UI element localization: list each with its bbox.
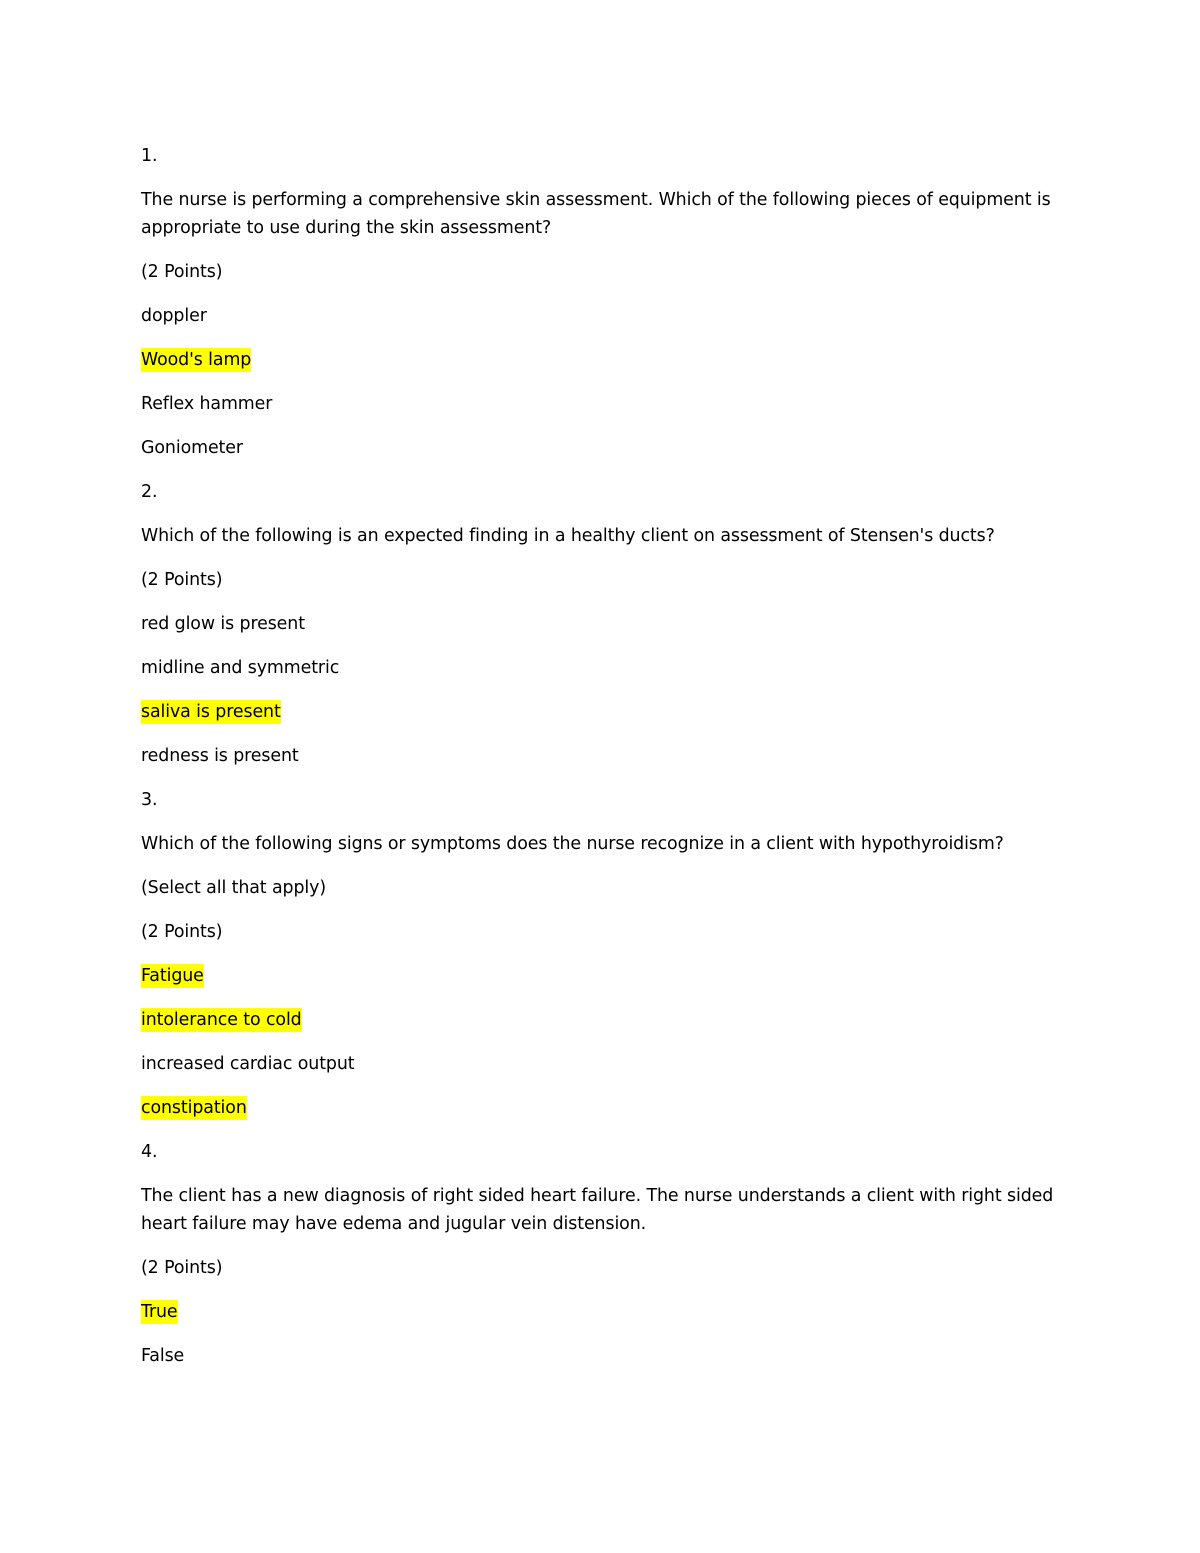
question-number: 2.: [141, 482, 158, 502]
answer-option: [141, 302, 1071, 330]
answer-option-highlighted: [141, 346, 1071, 374]
question-number: 3.: [141, 790, 158, 810]
question-points: (2 Points): [141, 922, 223, 942]
question-stem: Which of the following is an expected finding in a healthy client on assessment of Stensen's ducts?: [141, 526, 995, 546]
question-3: [141, 786, 1071, 1122]
answer-option-text: red glow is present: [141, 614, 305, 634]
answer-option-highlighted: [141, 1094, 1071, 1122]
answer-option-text: doppler: [141, 306, 207, 326]
question-4: [141, 1138, 1071, 1370]
question-number: 1.: [141, 146, 158, 166]
answer-option-highlighted: [141, 1006, 1071, 1034]
answer-option-text: midline and symmetric: [141, 658, 340, 678]
answer-option-text: False: [141, 1346, 185, 1366]
question-points: (2 Points): [141, 262, 223, 282]
answer-option: [141, 742, 1071, 770]
answer-option-highlighted: [141, 1298, 1071, 1326]
question-number: 4.: [141, 1142, 158, 1162]
answer-option-text: True: [141, 1302, 178, 1322]
question-points: (2 Points): [141, 1258, 223, 1278]
answer-option-highlighted: [141, 698, 1071, 726]
answer-option: [141, 1342, 1071, 1370]
quiz-content: [141, 142, 1071, 1386]
answer-option: [141, 434, 1071, 462]
answer-option-text: redness is present: [141, 746, 299, 766]
question-stem: The nurse is performing a comprehensive skin assessment. Which of the following pieces of equipment is appropriate to use during the skin assessment?: [141, 190, 1051, 238]
answer-option-text: Fatigue: [141, 966, 204, 986]
answer-option-text: saliva is present: [141, 702, 281, 722]
answer-option: [141, 654, 1071, 682]
question-points: (2 Points): [141, 570, 223, 590]
answer-option-text: constipation: [141, 1098, 247, 1118]
question-stem: The client has a new diagnosis of right sided heart failure. The nurse understands a client with right sided heart failure may have edema and jugular vein distension.: [141, 1186, 1054, 1234]
answer-option-text: Wood's lamp: [141, 350, 252, 370]
question-2: [141, 478, 1071, 770]
answer-option: [141, 610, 1071, 638]
question-stem: Which of the following signs or symptoms does the nurse recognize in a client with hypothyroidism?: [141, 834, 1004, 854]
question-1: [141, 142, 1071, 462]
answer-option-text: increased cardiac output: [141, 1054, 355, 1074]
question-instruction: (Select all that apply): [141, 878, 326, 898]
answer-option-highlighted: [141, 962, 1071, 990]
answer-option-text: intolerance to cold: [141, 1010, 302, 1030]
answer-option-text: Goniometer: [141, 438, 243, 458]
answer-option: [141, 390, 1071, 418]
answer-option: [141, 1050, 1071, 1078]
answer-option-text: Reflex hammer: [141, 394, 273, 414]
